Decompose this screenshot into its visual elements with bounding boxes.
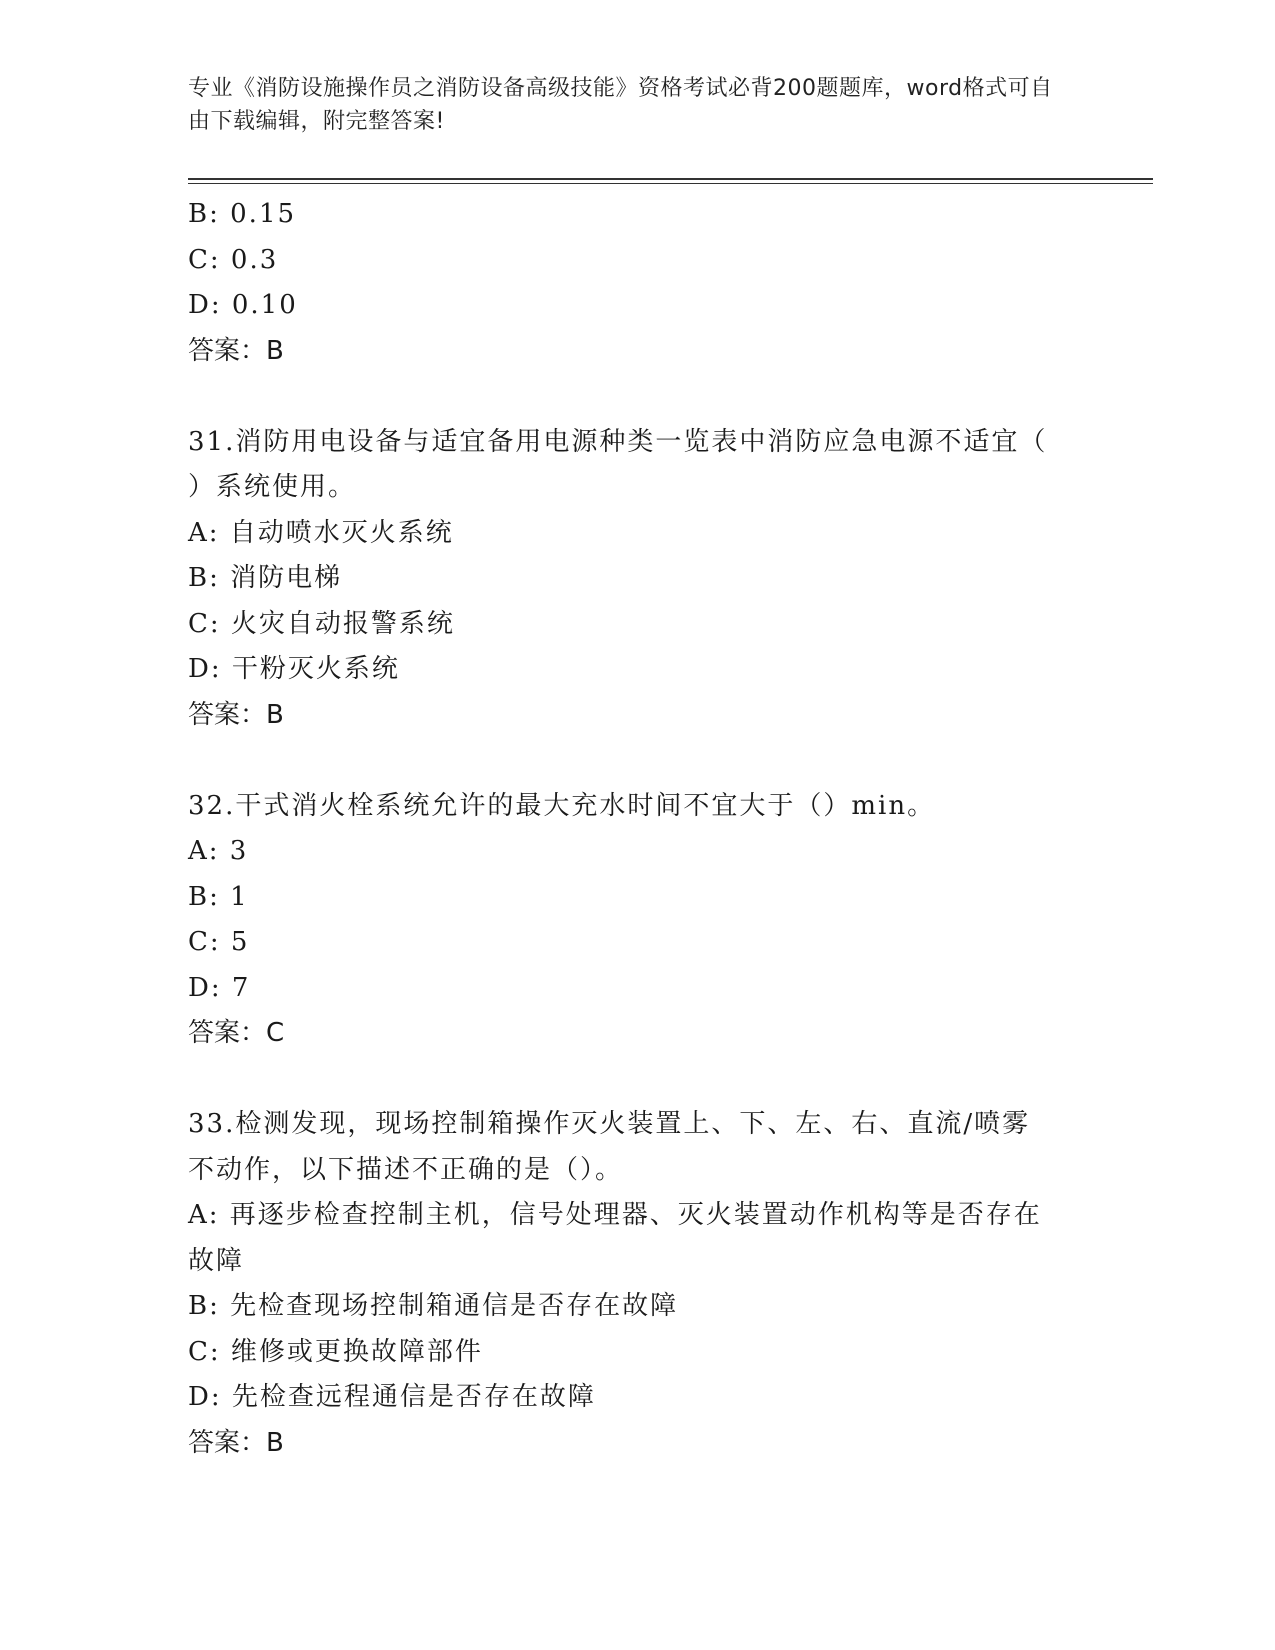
option-line: B: 先检查现场控制箱通信是否存在故障: [188, 1291, 679, 1321]
header-rule-top: [188, 178, 1153, 180]
option-line: C: 维修或更换故障部件: [188, 1336, 483, 1367]
option-line: D: 7: [188, 972, 251, 1003]
option-line: C: 火灾自动报警系统: [188, 608, 455, 639]
option-line: D: 0.10: [188, 290, 298, 320]
spacer: [188, 738, 1068, 784]
document-content: [188, 192, 1068, 1466]
question-text: 31.消防用电设备与适宜备用电源种类一览表中消防应急电源不适宜（: [188, 426, 1048, 457]
option-line: D: 干粉灭火系统: [188, 654, 400, 684]
option-line: B: 消防电梯: [188, 563, 343, 593]
option-line: B: 1: [188, 881, 249, 912]
question-partial: [188, 192, 1068, 374]
document-header: 专业《消防设施操作员之消防设备高级技能》资格考试必背200题题库，word格式可自由下载编辑，附完整答案!: [188, 76, 1053, 134]
question-text: 33.检测发现，现场控制箱操作灭火装置上、下、左、右、直流/喷雾: [188, 1109, 1031, 1139]
option-line: C: 0.3: [188, 244, 279, 275]
question-text: 32.干式消火栓系统允许的最大充水时间不宜大于（）min。: [188, 790, 936, 821]
answer-line: 答案：B: [188, 1427, 284, 1458]
option-line: C: 5: [188, 927, 250, 957]
question-text: ）系统使用。: [188, 472, 357, 502]
option-line: A: 3: [188, 836, 249, 866]
question-text: 不动作，以下描述不正确的是（）。: [188, 1154, 624, 1185]
option-line: 故障: [188, 1245, 245, 1276]
option-line: D: 先检查远程通信是否存在故障: [188, 1382, 596, 1412]
question-31: [188, 420, 1068, 739]
question-32: [188, 784, 1068, 1057]
spacer: [188, 374, 1068, 420]
question-33: [188, 1102, 1068, 1466]
option-line: A: 再逐步检查控制主机，信号处理器、灭火装置动作机构等是否存在: [188, 1200, 1042, 1230]
option-line: A: 自动喷水灭火系统: [188, 517, 454, 548]
answer-line: 答案：B: [188, 699, 284, 730]
answer-line: 答案：B: [188, 335, 284, 366]
spacer: [188, 1057, 1068, 1103]
option-line: B: 0.15: [188, 199, 297, 229]
header-rule-bottom: [188, 183, 1153, 184]
answer-line: 答案：C: [188, 1018, 285, 1048]
